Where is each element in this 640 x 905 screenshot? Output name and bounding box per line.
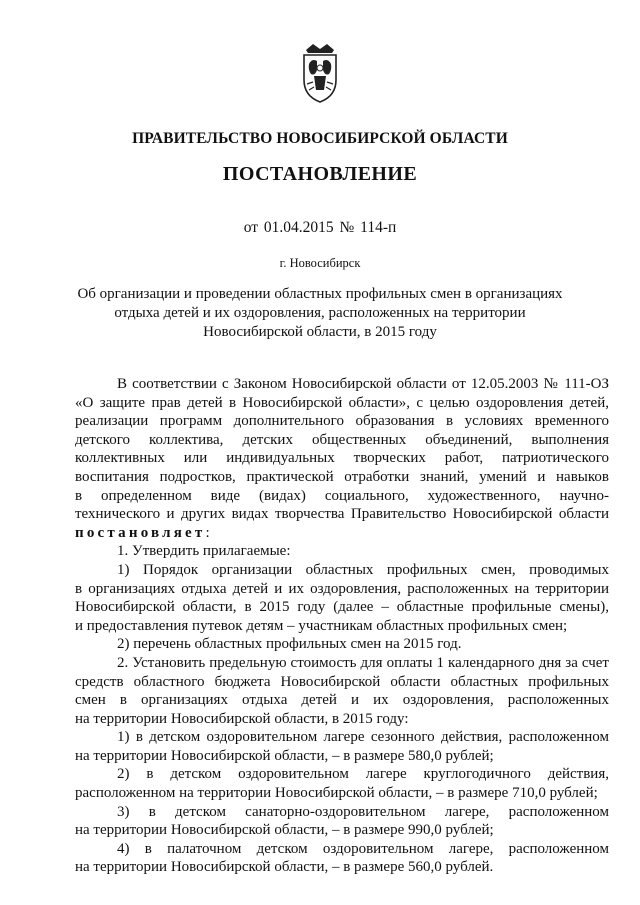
body-line: воспитания подростков, практической отработки знаний, умений и навыков [75,468,609,485]
body-line: 1. Утвердить прилагаемые: [117,543,291,560]
body-line: в организациях отдыха детей и их оздоровления, расположенных на территории [75,580,609,597]
body-line: в определенном виде (видах) социального, художественного, научно- [75,487,609,504]
body-line: технического и других видах творчества Правительство Новосибирской области [75,506,609,523]
organization-title: ПРАВИТЕЛЬСТВО НОВОСИБИРСКОЙ ОБЛАСТИ [132,130,508,147]
coat-of-arms-icon [300,40,340,104]
body-line: реализации программ дополнительного образования в условиях временного [75,413,609,430]
resolves-word: постановляет [75,524,206,541]
document-body [75,375,609,877]
subject-line: Об организации и проведении областных профильных смен в организациях [77,286,563,302]
body-line: средств областного бюджета Новосибирской области областных профильных [75,673,609,690]
document-type: ПОСТАНОВЛЕНИЕ [222,163,418,185]
body-line: Новосибирской области, в 2015 году (далее – областные профильные смены), [75,599,609,616]
body-line: 4) в палаточном детском оздоровительном лагере, расположенном [117,840,609,857]
subject-line: Новосибирской области, в 2015 году [203,324,437,340]
body-line: 1) в детском оздоровительном лагере сезонного действия, расположенном [117,729,609,746]
resolution-line [75,524,609,543]
body-line: В соответствии с Законом Новосибирской области от 12.05.2003 № 111-ОЗ [117,376,609,392]
body-line: на территории Новосибирской области, в 2015 году: [75,710,409,727]
body-line: на территории Новосибирской области, – в размере 990,0 рублей; [75,822,494,839]
body-line: 3) в детском санаторно-оздоровительном лагере, расположенном [117,803,609,820]
body-line: 2) в детском оздоровительном лагере круглогодичного действия, [117,766,609,783]
body-line: смен в организациях отдыха детей и их оздоровления, расположенных [75,692,609,709]
body-line: 2) перечень областных профильных смен на 2015 год. [117,636,462,653]
body-line: детского коллектива, детских общественных объединений, выполнения [75,431,609,448]
date-and-number: от 01.04.2015 № 114-п [243,219,397,236]
body-line: 2. Установить предельную стоимость для оплаты 1 календарного дня за счет [117,654,609,671]
body-line: коллективных или индивидуальных творческих работ, патриотического [75,450,609,467]
city: г. Новосибирск [279,256,361,270]
body-line: 1) Порядок организации областных профильных смен, проводимых [117,561,609,578]
body-line: на территории Новосибирской области, – в размере 580,0 рублей; [75,747,494,764]
body-line: и предоставления путевок детям – участникам областных профильных смен; [75,617,568,634]
colon: : [205,524,210,541]
body-line: на территории Новосибирской области, – в размере 560,0 рублей. [75,859,494,876]
document-subject [60,285,580,342]
body-line: расположенном на территории Новосибирской области, – в размере 710,0 рублей; [75,785,598,802]
subject-line: отдыха детей и их оздоровления, расположенных на территории [114,305,526,321]
body-line: «О защите прав детей в Новосибирской области», с целью оздоровления детей, [75,394,609,411]
